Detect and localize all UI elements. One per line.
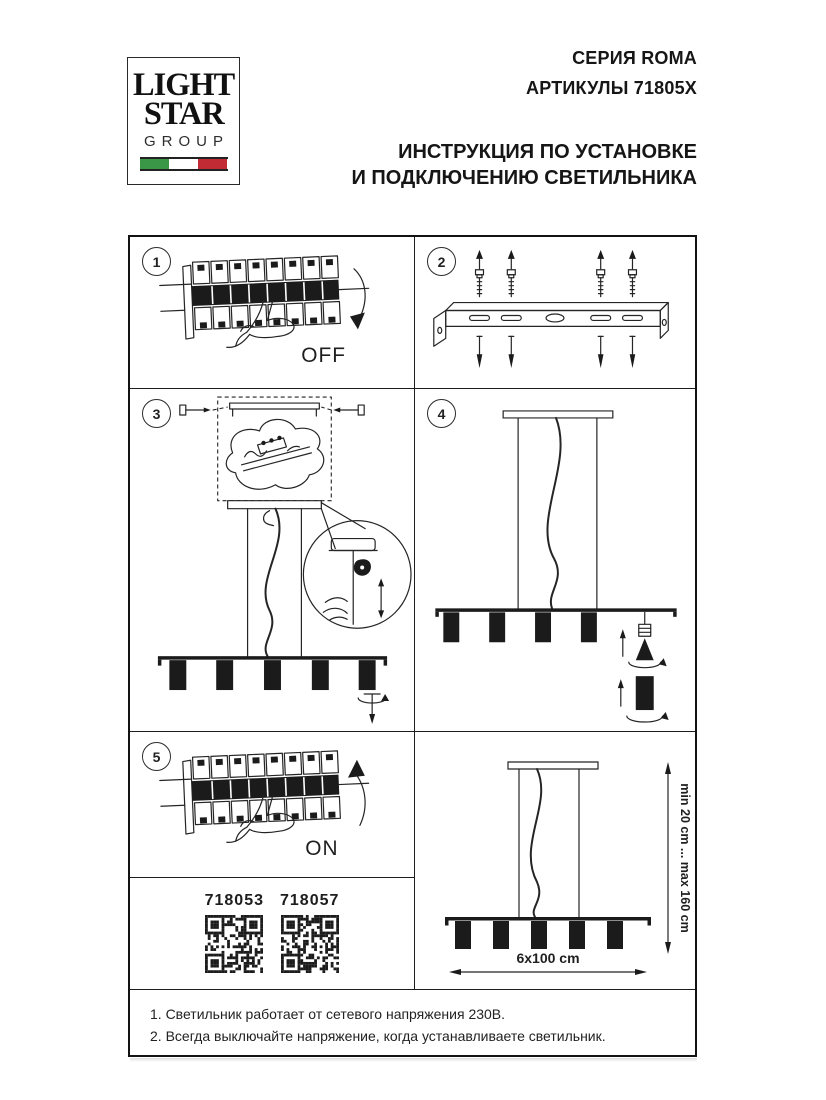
- italian-flag-stripe: [140, 157, 228, 171]
- qr-panel: [130, 878, 415, 989]
- articles-title: АРТИКУЛЫ 71805X: [526, 78, 697, 98]
- note-1: 1. Светильник работает от сетевого напряжения 230В.: [150, 1006, 506, 1022]
- step-5-number: 5: [142, 742, 171, 771]
- qr-left: [205, 892, 264, 973]
- horizontal-dimension-label: 6x100 cm: [516, 950, 580, 966]
- note-2: 2. Всегда выключайте напряжение, когда устанавливаете светильник.: [150, 1028, 606, 1044]
- step-2-panel: [415, 237, 695, 389]
- bracket-drawing: [415, 237, 695, 388]
- lightstar-logo: [127, 57, 240, 185]
- lamp-shades: [169, 660, 375, 690]
- instruction-title: [351, 139, 697, 191]
- breaker-off-drawing: [130, 237, 414, 388]
- logo-word-light: LIGHT: [132, 67, 235, 103]
- qr-right: [280, 892, 339, 973]
- lamp-shades: [443, 612, 597, 642]
- wiring-sketch: [242, 436, 312, 471]
- qr-code: [205, 915, 263, 973]
- step-1-panel: [130, 237, 415, 389]
- pendant-dimensions-drawing: [415, 732, 695, 989]
- horizontal-dimension: [449, 950, 647, 975]
- step-3-panel: [130, 389, 415, 732]
- qr-right-label: 718057: [280, 892, 340, 909]
- series-title: СЕРИЯ ROMA: [572, 48, 697, 68]
- side-screw-left: [180, 405, 228, 415]
- step-3-number: 3: [142, 399, 171, 428]
- step-4-number: 4: [427, 399, 456, 428]
- notes-panel: [130, 989, 695, 1055]
- ceiling-mount-drawing: [130, 389, 414, 731]
- instruction-line-1: ИНСТРУКЦИЯ ПО УСТАНОВКЕ: [398, 141, 697, 163]
- vertical-dimension: [665, 762, 692, 954]
- step-5-panel: [130, 732, 415, 878]
- step-4-panel: [415, 389, 695, 732]
- on-label: ON: [305, 837, 339, 861]
- lamp-install-detail: [618, 612, 669, 722]
- flag-white: [169, 159, 198, 169]
- arrow-down-icon: [350, 269, 365, 330]
- vertical-dimension-label: min 20 cm ... max 160 cm: [678, 783, 692, 933]
- cable-grip-detail: [303, 521, 411, 629]
- flag-red: [198, 159, 227, 169]
- off-label: OFF: [301, 344, 347, 368]
- screws-and-anchors: [476, 250, 637, 368]
- flag-green: [140, 159, 169, 169]
- step-1-number: 1: [142, 247, 171, 276]
- dimensions-panel: [415, 732, 695, 989]
- step-2-number: 2: [427, 247, 456, 276]
- logo-word-star: STAR: [143, 95, 224, 132]
- arrow-up-icon: [348, 760, 365, 826]
- bracket-slots: [470, 314, 643, 322]
- pendant-assembly-drawing: [415, 389, 695, 731]
- instruction-line-2: И ПОДКЛЮЧЕНИЮ СВЕТИЛЬНИКА: [351, 167, 697, 189]
- screw-rotate-icon: [358, 694, 389, 724]
- document-header: [351, 48, 697, 191]
- breaker-on-drawing: [130, 732, 414, 877]
- qr-left-label: 718053: [204, 892, 264, 909]
- qr-code: [281, 915, 339, 973]
- lamp-shades: [455, 921, 623, 949]
- logo-word-group: GROUP: [143, 133, 229, 151]
- diagram-grid: [128, 235, 697, 1057]
- side-screw-right: [321, 405, 364, 415]
